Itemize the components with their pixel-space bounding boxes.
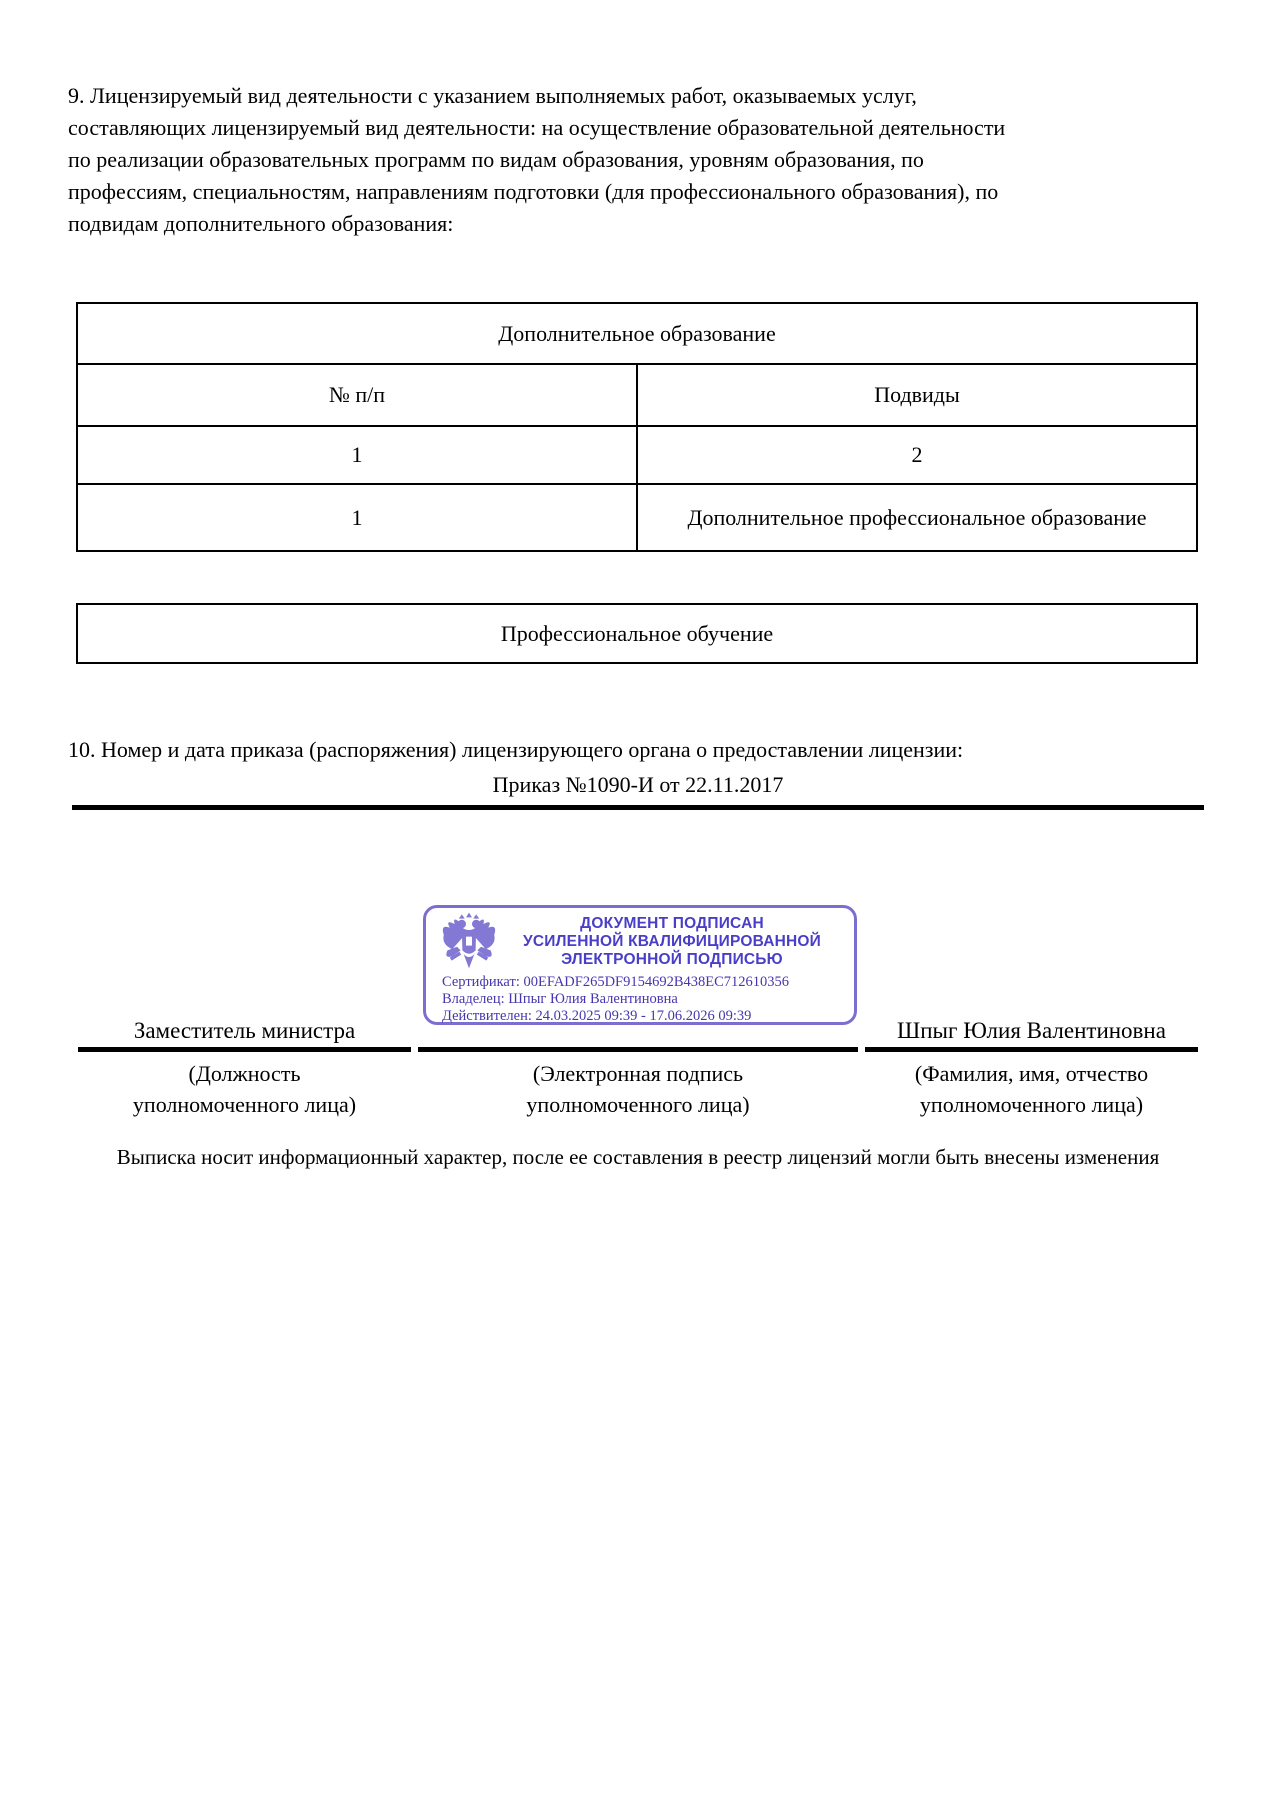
stamp-owner: Владелец: Шпыг Юлия Валентиновна <box>442 991 678 1007</box>
signature-line-position <box>78 1047 411 1052</box>
stamp-validity: Действителен: 24.03.2025 09:39 - 17.06.2026 09:39 <box>442 1008 752 1024</box>
caption-line: (Электронная подпись <box>532 1061 744 1086</box>
licensed-activity-paragraph <box>68 80 1228 240</box>
table-row <box>77 426 1197 484</box>
stamp-title-line: ЭЛЕКТРОННОЙ ПОДПИСЬЮ <box>561 951 783 968</box>
stamp-title <box>500 915 844 969</box>
horizontal-rule <box>72 805 1204 810</box>
caption-line: уполномоченного лица) <box>132 1092 357 1117</box>
stamp-header-row <box>438 912 844 972</box>
stamp-details <box>442 974 844 1025</box>
order-number-line: Приказ №1090-И от 22.11.2017 <box>492 772 784 797</box>
caption-line: уполномоченного лица) <box>526 1092 750 1117</box>
caption-line: (Должность <box>188 1061 301 1086</box>
caption-esignature <box>418 1058 858 1120</box>
paragraph-line: составляющих лицензируемый вид деятельности: на осуществление образовательной деятельности <box>68 115 1006 140</box>
table-title-row <box>77 303 1197 364</box>
paragraph-line: подвидам дополнительного образования: <box>68 211 454 236</box>
caption-full-name <box>865 1058 1198 1120</box>
stamp-title-line: УСИЛЕННОЙ КВАЛИФИЦИРОВАННОЙ <box>523 933 821 950</box>
caption-position <box>78 1058 411 1120</box>
table-header-row <box>77 364 1197 426</box>
additional-education-table <box>76 302 1198 552</box>
signer-full-name: Шпыг Юлия Валентиновна <box>897 1018 1166 1043</box>
paragraph-line: по реализации образовательных программ по видам образования, уровням образования, по <box>68 147 924 172</box>
order-paragraph: 10. Номер и дата приказа (распоряжения) лицензирующего органа о предоставлении лицензии: <box>68 737 964 762</box>
stamp-title-line: ДОКУМЕНТ ПОДПИСАН <box>580 915 764 932</box>
double-headed-eagle-icon <box>438 912 500 972</box>
signer-position: Заместитель министра <box>133 1018 356 1043</box>
caption-line: (Фамилия, имя, отчество <box>914 1061 1149 1086</box>
caption-line: уполномоченного лица) <box>919 1092 1144 1117</box>
cell-row-value: 2 <box>637 426 1197 484</box>
table-row <box>77 484 1197 551</box>
paragraph-line: профессиям, специальностям, направлениям подготовки (для профессионального образования), по <box>68 179 999 204</box>
digital-signature-stamp <box>423 905 857 1025</box>
column-header-num: № п/п <box>77 364 637 426</box>
table-title: Дополнительное образование <box>77 303 1197 364</box>
column-header-subtypes: Подвиды <box>637 364 1197 426</box>
stamp-certificate: Сертификат: 00EFADF265DF9154692B438EC712610356 <box>442 974 790 990</box>
informational-note: Выписка носит информационный характер, после ее составления в реестр лицензий могли быть внесены изменения <box>116 1145 1160 1169</box>
signature-line-name <box>865 1047 1198 1052</box>
cell-row-num: 1 <box>77 484 637 551</box>
cell-row-num: 1 <box>77 426 637 484</box>
signature-line-esignature <box>418 1047 858 1052</box>
paragraph-line: 9. Лицензируемый вид деятельности с указанием выполняемых работ, оказываемых услуг, <box>68 83 917 108</box>
cell-row-value: Дополнительное профессиональное образование <box>637 484 1197 551</box>
professional-training-box: Профессиональное обучение <box>76 603 1198 664</box>
